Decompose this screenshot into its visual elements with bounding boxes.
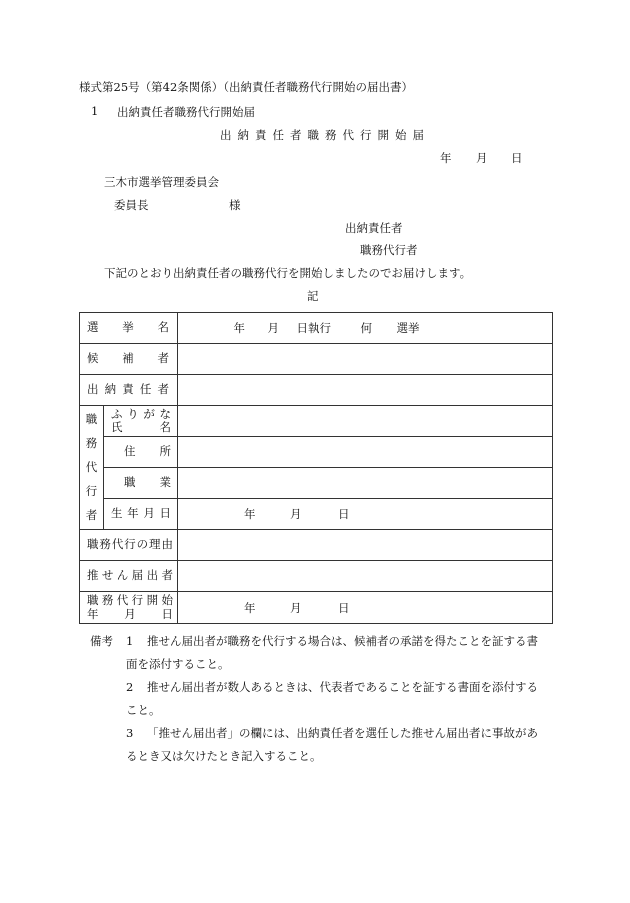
- notes-item-3: [90, 722, 560, 746]
- section-title: 出納責任者職務代行開始届: [117, 105, 255, 119]
- label-char: 行: [85, 483, 98, 498]
- kouho-label: [87, 352, 177, 365]
- label-char: 届: [131, 568, 144, 583]
- seinengappi-label-cell: [104, 499, 178, 530]
- label-char: 氏: [111, 420, 123, 434]
- senkyo-year: 年: [233, 320, 245, 335]
- senkyo-label: [87, 321, 177, 334]
- row-shokugyo: [80, 468, 553, 499]
- label-char: 名: [157, 320, 169, 335]
- label-char: 行: [131, 593, 144, 608]
- label-char: 代: [85, 459, 98, 474]
- label-char: 選: [87, 320, 99, 335]
- senkyo-day-exec: 日執行: [296, 320, 331, 335]
- label-char: 職: [87, 537, 99, 552]
- label-char: 職: [85, 411, 98, 426]
- note-line: 面を添付すること。: [126, 657, 230, 671]
- label-char: 者: [85, 507, 98, 522]
- dob-day: 日: [338, 507, 350, 521]
- note-line: るとき又は欠けたとき記入すること。: [126, 749, 322, 763]
- label-char: 務: [101, 593, 114, 608]
- jusho-label: [124, 445, 177, 458]
- label-char: 所: [159, 444, 171, 459]
- label-char: の: [136, 537, 149, 552]
- notes-item-1: [90, 630, 560, 654]
- note-number: 1: [126, 634, 134, 648]
- label-char: 代: [116, 593, 129, 608]
- shokugyo-label-cell: [104, 468, 178, 499]
- start-year: 年: [244, 601, 256, 615]
- label-char: 日: [159, 506, 171, 521]
- date-year: 年: [440, 151, 452, 165]
- suitou-label: [87, 383, 177, 396]
- label-char: 由: [161, 537, 173, 552]
- section-number: 1: [91, 104, 99, 118]
- row-shimei: [80, 406, 553, 437]
- label-char: 挙: [122, 320, 134, 335]
- label-char: ん: [116, 568, 129, 583]
- label-char: 職: [124, 475, 136, 490]
- label-char: 始: [161, 593, 173, 608]
- notes-item-3-cont: [90, 745, 560, 769]
- start-month: 月: [290, 601, 302, 615]
- shimei-label-cell: [104, 406, 178, 437]
- note-number: 2: [126, 680, 134, 694]
- senkyo-senkyo: 選挙: [396, 320, 420, 335]
- kouho-value-cell[interactable]: [178, 344, 553, 375]
- suisen-label-cell: [80, 561, 178, 592]
- dob-month: 月: [290, 507, 302, 521]
- note-line: 推せん届出者が数人あるときは、代表者であることを証する書面を添付する: [147, 680, 538, 694]
- start-label-month: 月: [124, 606, 136, 621]
- label-char: 業: [159, 475, 171, 490]
- label-char: り: [127, 406, 139, 421]
- label-char: 行: [124, 537, 136, 552]
- label-char: 職: [87, 593, 99, 608]
- shimei-value-cell[interactable]: [178, 406, 553, 437]
- senkyo-value-cell[interactable]: [178, 313, 553, 344]
- start-label-line2: [87, 608, 173, 621]
- label-char: 務: [85, 435, 98, 450]
- note-number: 3: [126, 726, 134, 740]
- riyu-label-cell: [80, 530, 178, 561]
- label-char: 任: [139, 382, 152, 397]
- ki-label: 記: [307, 289, 319, 303]
- row-suisen: [80, 561, 553, 592]
- label-char: 候: [87, 351, 99, 366]
- label-char: 理: [149, 537, 161, 552]
- row-jusho: [80, 437, 553, 468]
- label-char: 出: [87, 382, 99, 397]
- shokugyo-value-cell[interactable]: [178, 468, 553, 499]
- start-value-cell[interactable]: [178, 592, 553, 624]
- label-char: 生: [111, 506, 123, 521]
- label-char: 責: [122, 382, 134, 397]
- suitou-value-cell[interactable]: [178, 375, 553, 406]
- label-char: 代: [111, 537, 124, 552]
- seinengappi-value-cell[interactable]: [178, 499, 553, 530]
- label-char: 出: [146, 568, 159, 583]
- jusho-label-cell: [104, 437, 178, 468]
- form-id: 様式第25号（第42条関係）（出納責任者職務代行開始の届出書）: [79, 80, 414, 94]
- kouho-label-cell: [80, 344, 178, 375]
- senkyo-label-cell: [80, 313, 178, 344]
- shokugyo-label: [124, 476, 177, 489]
- label-char: ふ: [111, 406, 123, 421]
- row-riyu: [80, 530, 553, 561]
- riyu-label: [87, 538, 177, 551]
- label-char: 務: [99, 537, 111, 552]
- addressee-honorific: 様: [229, 198, 241, 212]
- label-char: 納: [104, 382, 117, 397]
- sender-subtitle: 職務代行者: [360, 243, 418, 257]
- senkyo-nani: 何: [360, 320, 372, 335]
- label-char: 名: [159, 420, 171, 434]
- sender-title: 出納責任者: [345, 221, 403, 235]
- label-char: が: [143, 406, 155, 421]
- notes-item-1-cont: [90, 653, 560, 677]
- notes-item-2-cont: [90, 699, 560, 723]
- start-label-day: 日: [161, 606, 173, 621]
- row-kouho: [80, 344, 553, 375]
- label-char: 月: [143, 506, 155, 521]
- riyu-value-cell[interactable]: [178, 530, 553, 561]
- label-char: 者: [157, 382, 169, 397]
- date-month: 月: [476, 151, 488, 165]
- label-char: 推: [87, 568, 99, 583]
- label-char: 開: [146, 593, 159, 608]
- start-label-cell: [80, 592, 178, 624]
- row-seinengappi: [80, 499, 553, 530]
- notes-heading: 備考: [90, 634, 113, 648]
- addressee-head: 委員長: [114, 198, 149, 212]
- start-day: 日: [338, 601, 350, 615]
- note-line: 推せん届出者が職務を代行する場合は、候補者の承諾を得たことを証する書: [147, 634, 538, 648]
- suisen-label: [87, 569, 177, 582]
- start-label-year: 年: [87, 606, 99, 621]
- form-table: [79, 312, 553, 624]
- label-char: 者: [161, 568, 173, 583]
- date-day: 日: [511, 151, 523, 165]
- label-char: な: [159, 406, 171, 421]
- seinengappi-label: [111, 507, 177, 520]
- notes-item-2: [90, 676, 560, 700]
- row-suitou: [80, 375, 553, 406]
- label-char: せ: [101, 568, 114, 583]
- start-label-line1: [87, 594, 173, 607]
- intro-text: 下記のとおり出納責任者の職務代行を開始しましたのでお届けします。: [104, 266, 472, 280]
- doc-title: 出納責任者職務代行開始届: [220, 128, 430, 142]
- label-char: 年: [127, 506, 139, 521]
- suitou-label-cell: [80, 375, 178, 406]
- note-line: こと。: [126, 703, 161, 717]
- row-start: [80, 592, 553, 624]
- label-char: 住: [124, 444, 136, 459]
- suisen-value-cell[interactable]: [178, 561, 553, 592]
- jusho-value-cell[interactable]: [178, 437, 553, 468]
- dob-year: 年: [244, 507, 256, 521]
- label-char: 補: [122, 351, 134, 366]
- dairi-group-label: [80, 408, 103, 528]
- dairi-group-cell: [80, 406, 104, 530]
- senkyo-month: 月: [267, 320, 279, 335]
- row-senkyo: [80, 313, 553, 344]
- label-char: 者: [157, 351, 169, 366]
- shimei-label: [111, 421, 177, 434]
- addressee-org: 三木市選挙管理委員会: [104, 175, 219, 189]
- note-line: 「推せん届出者」の欄には、出納責任者を選任した推せん届出者に事故があ: [147, 726, 538, 740]
